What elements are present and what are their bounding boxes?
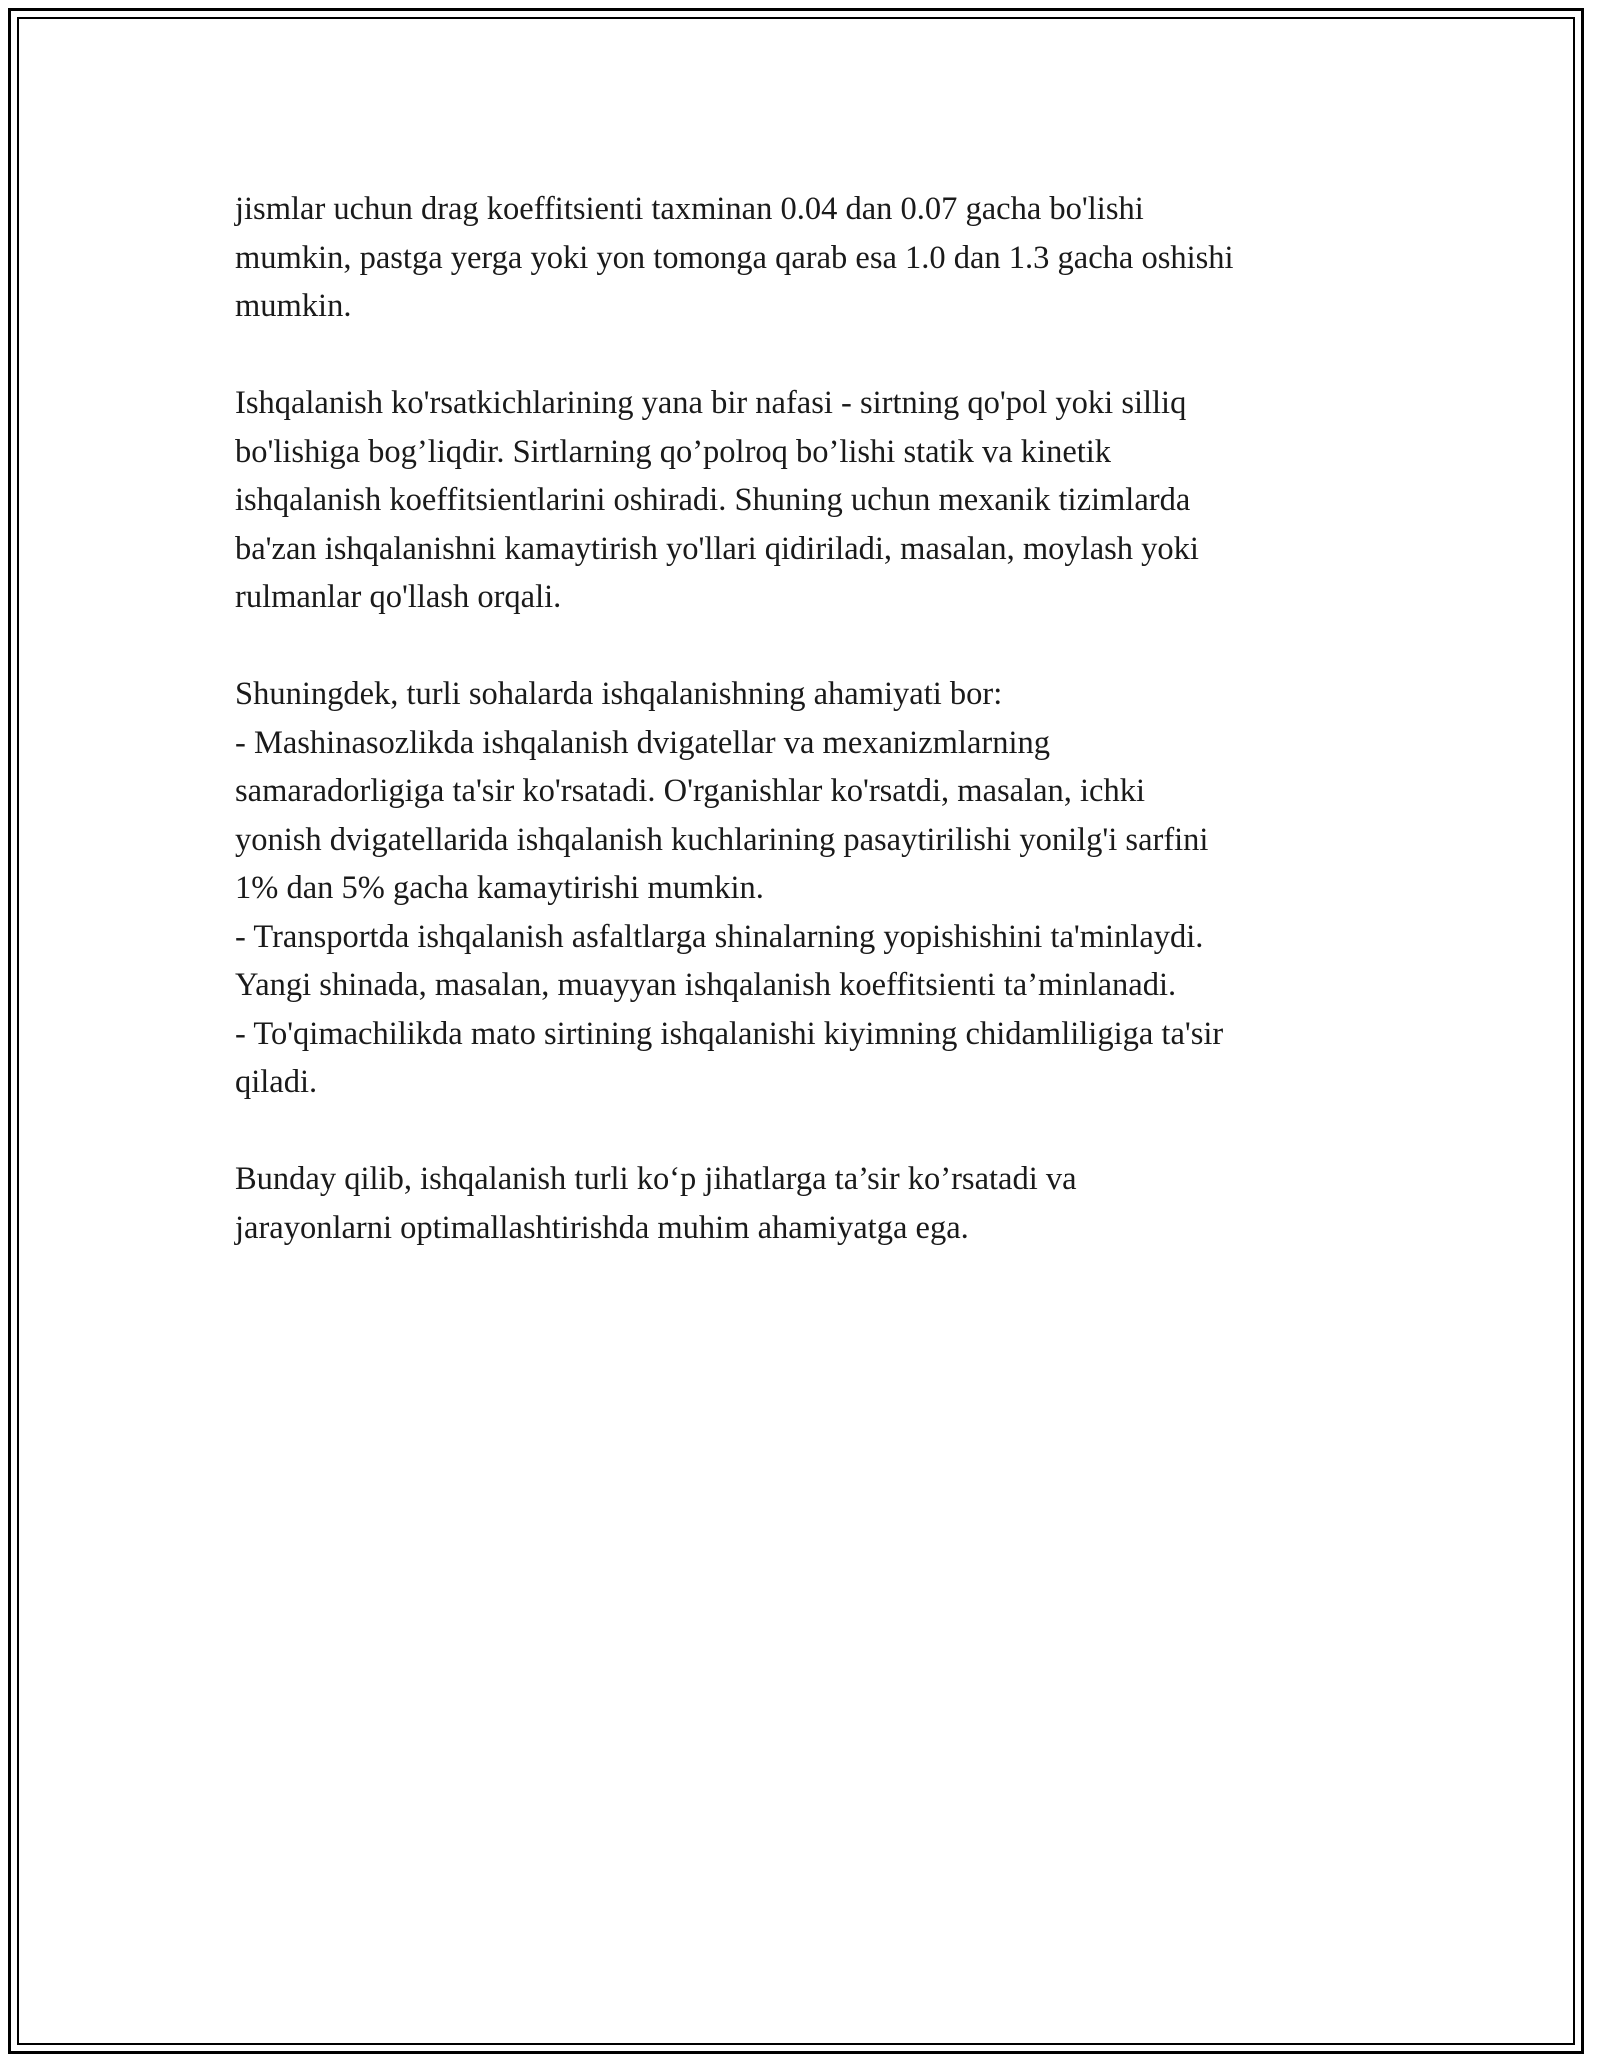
text-line: Bunday qilib, ishqalanish turli ko‘p jihatlarga ta’sir ko’rsatadi va	[235, 1161, 1077, 1197]
text-line: rulmanlar qo'llash orqali.	[235, 579, 562, 615]
paragraph-drag-coefficient	[235, 185, 1375, 331]
text-line: Yangi shinada, masalan, muayyan ishqalanish koeffitsienti ta’minlanadi.	[235, 967, 1177, 1003]
paragraph-conclusion	[235, 1155, 1375, 1252]
paragraph-surface-roughness	[235, 379, 1375, 622]
document-body	[235, 185, 1375, 1301]
text-line: mumkin, pastga yerga yoki yon tomonga qarab esa 1.0 dan 1.3 gacha oshishi	[235, 239, 1234, 276]
list-item-line: - Transportda ishqalanish asfaltlarga shinalarning yopishishini ta'minlaydi.	[235, 918, 1204, 955]
text-line: Shuningdek, turli sohalarda ishqalanishning ahamiyati bor:	[235, 676, 1003, 712]
text-line: samaradorligiga ta'sir ko'rsatadi. O'rganishlar ko'rsatdi, masalan, ichki	[235, 773, 1145, 809]
text-line: ishqalanish koeffitsientlarini oshiradi. Shuning uchun mexanik tizimlarda	[235, 482, 1191, 518]
text-line: jarayonlarni optimallashtirishda muhim ahamiyatga ega.	[235, 1209, 969, 1246]
list-item-line: - Mashinasozlikda ishqalanish dvigatellar va mexanizmlarning	[235, 724, 1050, 761]
text-line: 1% dan 5% gacha kamaytirishi mumkin.	[235, 870, 764, 906]
list-item-line: - To'qimachilikda mato sirtining ishqalanishi kiyimning chidamliligiga ta'sir	[235, 1015, 1224, 1052]
text-line: jismlar uchun drag koeffitsienti taxminan 0.04 dan 0.07 gacha bo'lishi	[235, 191, 1144, 227]
paragraph-application-areas	[235, 670, 1375, 1107]
text-line: bo'lishiga bog’liqdir. Sirtlarning qo’polroq bo’lishi statik va kinetik	[235, 433, 1112, 470]
text-line: mumkin.	[235, 288, 352, 324]
text-line: yonish dvigatellarida ishqalanish kuchlarining pasaytirilishi yonilg'i sarfini	[235, 821, 1209, 858]
text-line: ba'zan ishqalanishni kamaytirish yo'llari qidiriladi, masalan, moylash yoki	[235, 530, 1199, 567]
text-line: qiladi.	[235, 1064, 318, 1100]
text-line: Ishqalanish ko'rsatkichlarining yana bir nafasi - sirtning qo'pol yoki silliq	[235, 385, 1187, 421]
